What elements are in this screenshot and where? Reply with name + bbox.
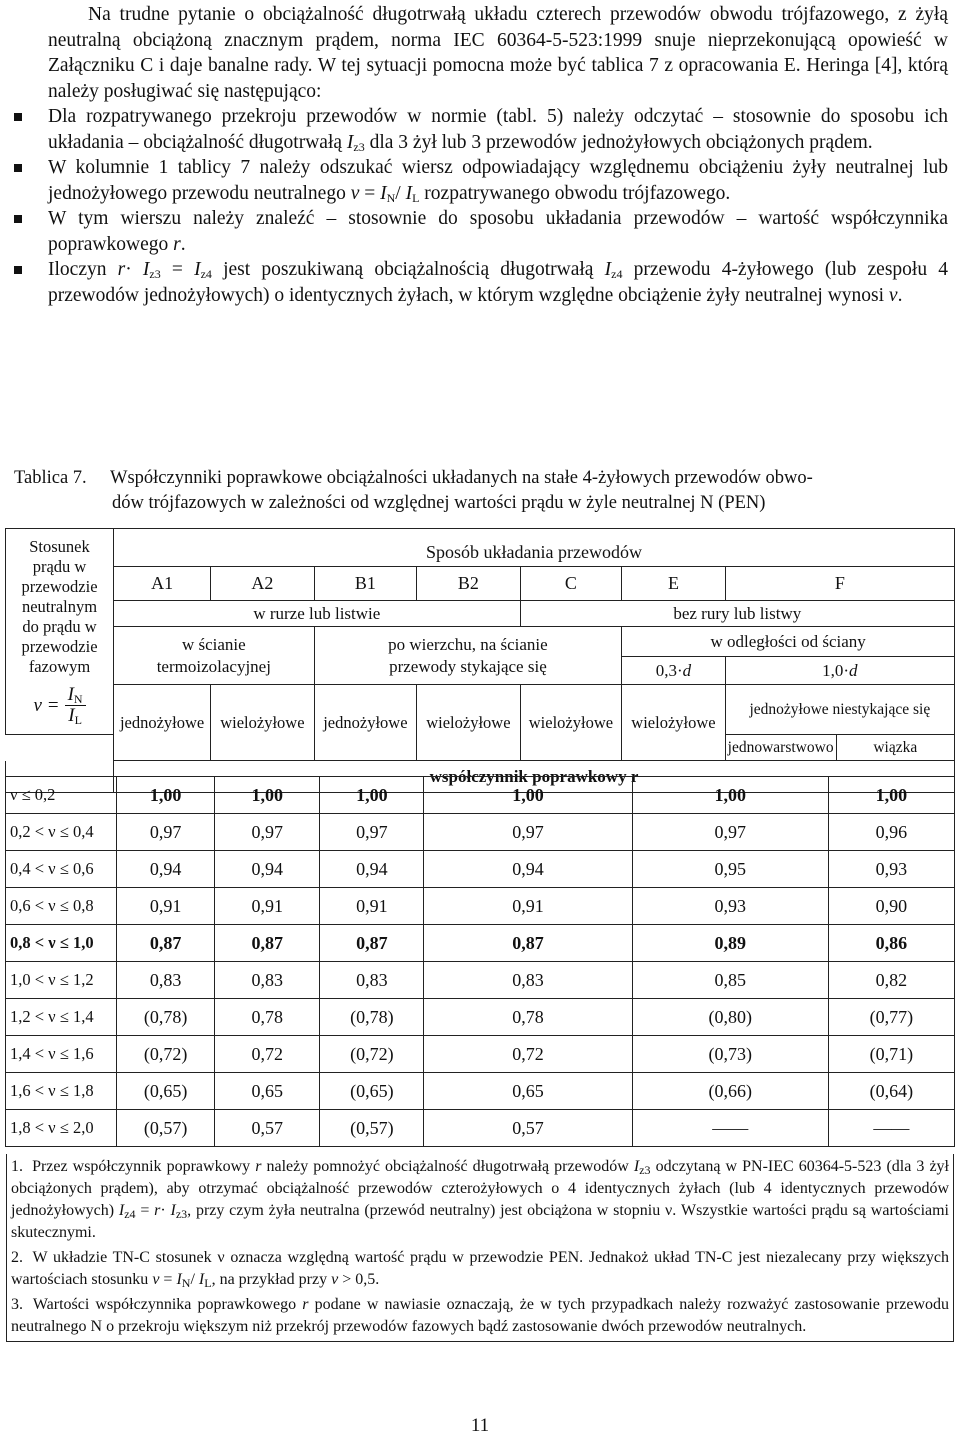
method-A1: A1 bbox=[114, 567, 211, 601]
row-range-label: 1,2 < ν ≤ 1,4 bbox=[6, 999, 117, 1036]
instruction-item-4: Iloczyn $r\cdot I_{z3} = I_{z4}$ jest poszukiwaną obciążalnością długotrwałą $I_{z4}$ przewodu 4-żyłowego (lub zespołu 4 przewodów jednożyłowych) o identycznych żyłach, w którym względne obciążenie żyły neutralnej wynosi ν. bbox=[48, 257, 948, 308]
method-A2: A2 bbox=[211, 567, 314, 601]
coefficient-cell: 0,87 bbox=[320, 925, 424, 962]
coefficient-cell: 1,00 bbox=[424, 777, 632, 814]
coefficient-cell: 0,93 bbox=[632, 888, 828, 925]
coefficient-cell: 0,86 bbox=[828, 925, 954, 962]
type-E: wielożyłowe bbox=[622, 685, 725, 761]
coefficient-cell: 0,90 bbox=[828, 888, 954, 925]
note-2: 2. W układzie TN-C stosunek ν oznacza względną wartość prądu w przewodzie PEN. Jednakoż układ TN-C jest niezalecany przy większych wartościach stosunku $\nu = I_N/$ $I_L$, na przykład przy ν > 0,5. bbox=[11, 1249, 949, 1290]
method-title: Sposób układania przewodów bbox=[114, 529, 955, 567]
distance-1-0d: 1,0·d bbox=[725, 657, 954, 685]
coefficient-cell: 0,93 bbox=[828, 851, 954, 888]
coefficient-cell: (0,72) bbox=[117, 1036, 215, 1073]
method-B2: B2 bbox=[417, 567, 520, 601]
coefficient-cell: (0,66) bbox=[632, 1073, 828, 1110]
type-F-one-layer: jednowarstwowo bbox=[725, 735, 836, 761]
row-range-label: 1,4 < ν ≤ 1,6 bbox=[6, 1036, 117, 1073]
row-range-label: 1,6 < ν ≤ 1,8 bbox=[6, 1073, 117, 1110]
row-range-label: 0,2 < ν ≤ 0,4 bbox=[6, 814, 117, 851]
coefficient-cell: 0,91 bbox=[117, 888, 215, 925]
method-C: C bbox=[520, 567, 622, 601]
coefficient-cell: —— bbox=[632, 1110, 828, 1147]
row-range-label: 0,6 < ν ≤ 0,8 bbox=[6, 888, 117, 925]
caption-text-2: dów trójfazowych w zależności od względnej wartości prądu w żyle neutralnej N (PEN) bbox=[112, 493, 766, 513]
table-row bbox=[6, 777, 955, 814]
caption-text-1: Współczynniki poprawkowe obciążalności układanych na stałe 4-żyłowych przewodów obwo- bbox=[110, 468, 813, 488]
page-number: 11 bbox=[470, 1415, 490, 1436]
intro-text bbox=[48, 2, 948, 308]
coefficient-cell: (0,65) bbox=[117, 1073, 215, 1110]
coefficient-cell: 0,78 bbox=[215, 999, 320, 1036]
group-no-conduit: bez rury lub listwy bbox=[520, 601, 954, 627]
table-row bbox=[6, 1073, 955, 1110]
intro-paragraph: Na trudne pytanie o obciążalność długotrwałą układu czterech przewodów obwodu trójfazowego, z żyłą neutralną obciążoną znacznym prądem, norma IEC 60364-5-523:1999 snuje nieprzekonującą opowieść w Załączniku C i daje banalne rady. W tej sytuacji pomocna może być tablica 7 z opracowania E. Heringa [4], którą należy posługiwać się następująco: bbox=[48, 4, 948, 102]
coefficient-cell: 0,91 bbox=[424, 888, 632, 925]
instruction-item-2: W kolumnie 1 tablicy 7 należy odszukać wiersz odpowiadający względnemu obciążeniu żyły neutralnej lub jednożyłowego przewodu neutralnego $\nu = I_N/$ $I_L$ rozpatrywanego obwodu trójfazowego. bbox=[48, 157, 948, 205]
table-caption bbox=[14, 466, 944, 516]
group-in-conduit: w rurze lub listwie bbox=[114, 601, 521, 627]
coefficient-cell: 1,00 bbox=[215, 777, 320, 814]
type-B1: jednożyłowe bbox=[314, 685, 417, 761]
coefficient-cell: 0,94 bbox=[117, 851, 215, 888]
correction-factor-table bbox=[5, 528, 955, 797]
coefficient-cell: 0,83 bbox=[215, 962, 320, 999]
coefficient-cell: 0,65 bbox=[424, 1073, 632, 1110]
coefficient-cell: 0,95 bbox=[632, 851, 828, 888]
coefficient-cell: (0,80) bbox=[632, 999, 828, 1036]
table-row bbox=[6, 851, 955, 888]
coefficient-title: współczynnik poprawkowy r bbox=[114, 761, 955, 793]
coefficient-cell: 0,83 bbox=[117, 962, 215, 999]
coefficient-cell: (0,78) bbox=[320, 999, 424, 1036]
coefficient-cell: 0,57 bbox=[215, 1110, 320, 1147]
group-on-wall: po wierzchu, na ścianie przewody stykające się bbox=[314, 627, 622, 685]
coefficient-cell: 0,96 bbox=[828, 814, 954, 851]
coefficient-cell: (0,64) bbox=[828, 1073, 954, 1110]
coefficient-cell: 0,97 bbox=[424, 814, 632, 851]
table-notes bbox=[6, 1154, 954, 1342]
coefficient-cell: 0,94 bbox=[424, 851, 632, 888]
coefficient-cell: (0,65) bbox=[320, 1073, 424, 1110]
coefficient-cell: 1,00 bbox=[828, 777, 954, 814]
table-row bbox=[6, 962, 955, 999]
coefficient-cell: 0,87 bbox=[424, 925, 632, 962]
method-E: E bbox=[622, 567, 725, 601]
coefficient-cell: (0,73) bbox=[632, 1036, 828, 1073]
caption-label: Tablica 7. bbox=[14, 468, 87, 488]
coefficient-cell: —— bbox=[828, 1110, 954, 1147]
type-F-single-spaced: jednożyłowe niestykające się bbox=[725, 685, 954, 735]
coefficient-cell: (0,57) bbox=[117, 1110, 215, 1147]
coefficient-cell: 0,94 bbox=[215, 851, 320, 888]
table-row bbox=[6, 1036, 955, 1073]
row-range-label: 0,8 < ν ≤ 1,0 bbox=[6, 925, 117, 962]
ratio-formula: ν = $\frac{I_N}{I_L}$ bbox=[8, 685, 111, 726]
coefficient-cell: 0,83 bbox=[424, 962, 632, 999]
instruction-list bbox=[48, 104, 948, 308]
type-C: wielożyłowe bbox=[520, 685, 622, 761]
coefficient-cell: 0,72 bbox=[424, 1036, 632, 1073]
coefficient-cell: 0,82 bbox=[828, 962, 954, 999]
table-row bbox=[6, 925, 955, 962]
coefficient-cell: 0,91 bbox=[215, 888, 320, 925]
table-row bbox=[6, 1110, 955, 1147]
distance-0-3d: 0,3·d bbox=[622, 657, 725, 685]
row-range-label: 0,4 < ν ≤ 0,6 bbox=[6, 851, 117, 888]
ratio-header-cell: Stosunek prądu w przewodzie neutralnym do prądu w przewodzie fazowym ν = $\frac{I_N}{I_L}$ bbox=[6, 529, 114, 735]
coefficient-cell: (0,77) bbox=[828, 999, 954, 1036]
coefficient-cell: 0,57 bbox=[424, 1110, 632, 1147]
coefficient-cell: 0,94 bbox=[320, 851, 424, 888]
table-row bbox=[6, 999, 955, 1036]
note-1: 1. Przez współczynnik poprawkowy r należy pomnożyć obciążalność długotrwałą przewodów $I_{z3}$ odczytaną w PN-IEC 60364-5-523 (dla 3 żył obciążonych prądem), aby otrzymać obciążalność przewodów czterożyłowych o 4 identycznych żyłach (lub 4 identycznych przewodów jednożyłowych) $I_{z4} = r\cdot I_{z3}$, przy czym żyła neutralna (przewód neutralny) jest obciążona w stopniu ν. Wszystkie wartości prądu są wartościami skutecznymi. bbox=[11, 1158, 950, 1241]
coefficient-cell: 0,65 bbox=[215, 1073, 320, 1110]
coefficient-cell: 1,00 bbox=[117, 777, 215, 814]
instruction-item-1: Dla rozpatrywanego przekroju przewodów w normie (tabl. 5) należy odczytać – stosownie do sposobu ich układania – obciążalność długotrwałą $I_{z3}$ dla 3 żył lub 3 przewodów jednożyłowych obciążonych prądem. bbox=[48, 106, 948, 154]
type-A2: wielożyłowe bbox=[211, 685, 314, 761]
coefficient-cell: 0,91 bbox=[320, 888, 424, 925]
coefficient-cell: 0,97 bbox=[215, 814, 320, 851]
note-3: 3. Wartości współczynnika poprawkowego r podane w nawiasie oznaczają, że w tych przypadkach należy rozważyć zastosowanie przewodu neutralnego N o przekroju większym niż przekrój przewodów fazowych bądź zastosowanie dwóch przewodów neutralnych. bbox=[11, 1296, 949, 1335]
coefficient-cell: 0,97 bbox=[632, 814, 828, 851]
type-A1: jednożyłowe bbox=[114, 685, 211, 761]
coefficient-cell: 0,87 bbox=[215, 925, 320, 962]
coefficient-cell: 0,87 bbox=[117, 925, 215, 962]
group-spaced: w odległości od ściany bbox=[622, 627, 955, 657]
type-B2: wielożyłowe bbox=[417, 685, 520, 761]
coefficient-cell: 0,72 bbox=[215, 1036, 320, 1073]
coefficient-cell: (0,72) bbox=[320, 1036, 424, 1073]
coefficient-cell: (0,71) bbox=[828, 1036, 954, 1073]
coefficient-cell: 0,78 bbox=[424, 999, 632, 1036]
coefficient-cell: 0,83 bbox=[320, 962, 424, 999]
table-row bbox=[6, 814, 955, 851]
coefficient-cell: (0,57) bbox=[320, 1110, 424, 1147]
table-row bbox=[6, 888, 955, 925]
coefficient-cell: 0,97 bbox=[320, 814, 424, 851]
coefficient-values-table bbox=[5, 776, 955, 1147]
coefficient-cell: 0,89 bbox=[632, 925, 828, 962]
coefficient-cell: 1,00 bbox=[632, 777, 828, 814]
type-F-bundle: wiązka bbox=[836, 735, 954, 761]
coefficient-cell: 1,00 bbox=[320, 777, 424, 814]
row-range-label: 1,0 < ν ≤ 1,2 bbox=[6, 962, 117, 999]
group-insulated-wall: w ścianie termoizolacyjnej bbox=[114, 627, 315, 685]
row-range-label: 1,8 < ν ≤ 2,0 bbox=[6, 1110, 117, 1147]
instruction-item-3: W tym wierszu należy znaleźć – stosownie do sposobu układania przewodów – wartość współczynnika poprawkowego r. bbox=[48, 206, 948, 257]
coefficient-cell: (0,78) bbox=[117, 999, 215, 1036]
row-range-label: ν ≤ 0,2 bbox=[6, 777, 117, 814]
method-F: F bbox=[725, 567, 954, 601]
coefficient-cell: 0,85 bbox=[632, 962, 828, 999]
method-B1: B1 bbox=[314, 567, 417, 601]
coefficient-cell: 0,97 bbox=[117, 814, 215, 851]
